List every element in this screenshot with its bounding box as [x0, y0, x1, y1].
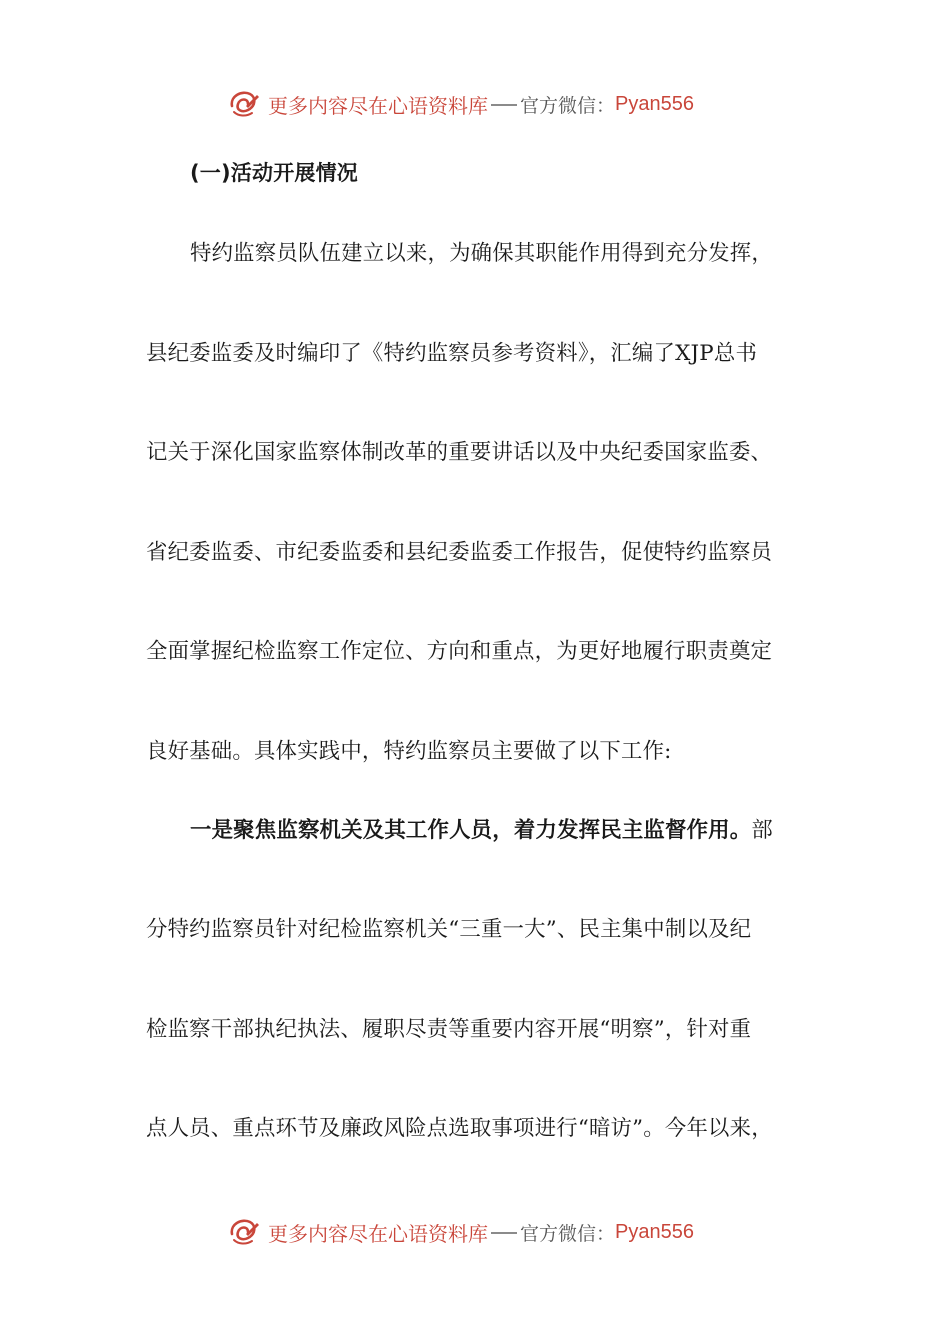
paragraph-line: 检监察干部执纪执法、履职尽责等重要内容开展“明察”，针对重: [146, 1017, 752, 1042]
paragraph-line: 全面掌握纪检监察工作定位、方向和重点，为更好地履行职责奠定: [146, 639, 773, 664]
paragraph-line-rest: 部: [751, 818, 773, 843]
pen-nib-swirl-logo-icon: [226, 86, 262, 122]
paragraph-line: 分特约监察员针对纪检监察机关“三重一大”、民主集中制以及纪: [146, 917, 752, 942]
banner-brand-text: 更多内容尽在心语资料库: [268, 1221, 488, 1246]
section-heading: (一)活动开展情况: [190, 161, 358, 185]
paragraph-line: 点人员、重点环节及廉政风险点选取事项进行“暗访”。今年以来，: [146, 1116, 773, 1141]
banner-wechat-label: 官方微信：: [520, 94, 616, 117]
footer-banner: [226, 1212, 694, 1252]
banner-dash: [491, 1232, 517, 1234]
banner-account-id: Pyan556: [615, 92, 694, 115]
banner-dash: [491, 104, 517, 106]
paragraph-line: 省纪委监委、市纪委监委和县纪委监委工作报告，促使特约监察员: [146, 540, 773, 565]
header-banner: [226, 84, 694, 124]
paragraph-line: 特约监察员队伍建立以来，为确保其职能作用得到充分发挥，: [190, 241, 773, 266]
paragraph-line: 记关于深化国家监察体制改革的重要讲话以及中央纪委国家监委、: [146, 440, 773, 465]
banner-account-id: Pyan556: [615, 1220, 694, 1243]
banner-wechat-label: 官方微信：: [520, 1222, 616, 1245]
paragraph-line: [190, 813, 773, 844]
bold-lead-sentence: 一是聚焦监察机关及其工作人员，着力发挥民主监督作用。: [190, 818, 752, 843]
paragraph-line: 县纪委监委及时编印了《特约监察员参考资料》，汇编了XJP总书: [146, 341, 758, 366]
banner-brand-text: 更多内容尽在心语资料库: [268, 93, 488, 118]
pen-nib-swirl-logo-icon: [226, 1214, 262, 1250]
paragraph-line: 良好基础。具体实践中，特约监察员主要做了以下工作:: [146, 739, 672, 764]
